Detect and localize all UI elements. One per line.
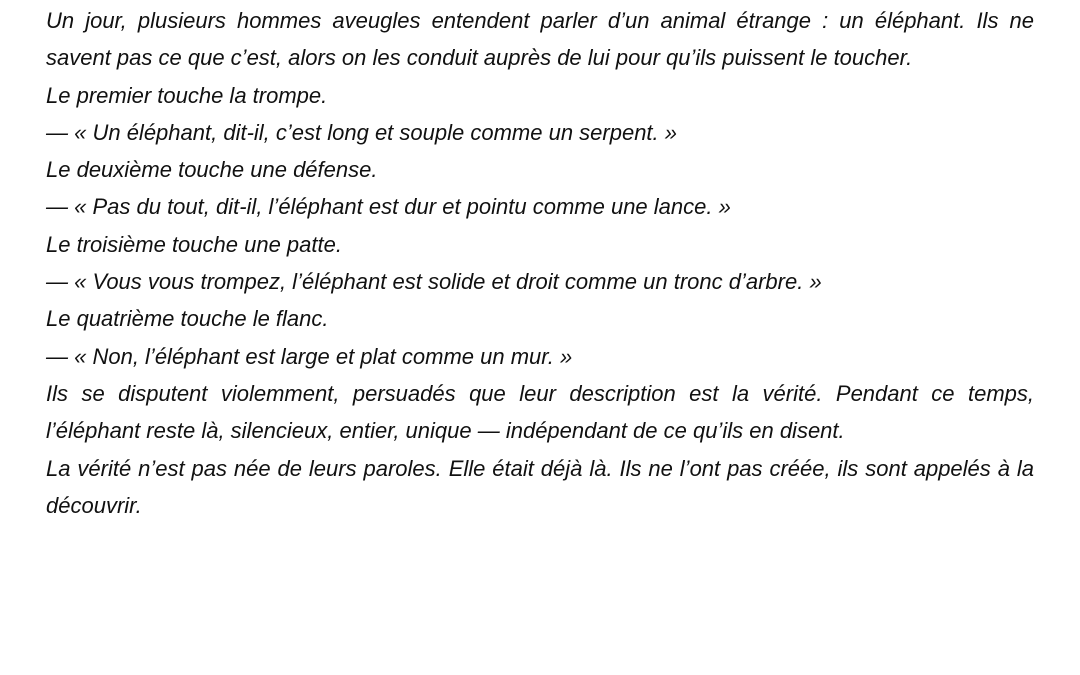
quote-fourth-man: — « Non, l’éléphant est large et plat comme un mur. » [46, 343, 573, 369]
paragraph-fourth-man: Le quatrième touche le flanc. [46, 306, 329, 332]
paragraph-third-man: Le troisième touche une patte. [46, 231, 342, 257]
paragraph-second-man: Le deuxième touche une défense. [46, 157, 378, 183]
paragraph-first-man: Le premier touche la trompe. [46, 82, 328, 108]
quote-first-man: — « Un éléphant, dit-il, c’est long et souple comme un serpent. » [46, 119, 678, 145]
quote-second-man: — « Pas du tout, dit-il, l’éléphant est dur et pointu comme une lance. » [46, 194, 731, 220]
paragraph-dispute: Ils se disputent violemment, persuadés que leur description est la vérité. Pendant ce temps, l’éléphant reste là, silencieux, entier, unique — indépendant de ce qu’ils en disent. [46, 380, 1034, 444]
paragraph-conclusion: La vérité n’est pas née de leurs paroles. Elle était déjà là. Ils ne l’ont pas créée, ils sont appelés à la découvrir. [46, 455, 1034, 518]
paragraph-intro: Un jour, plusieurs hommes aveugles entendent parler d’un animal étrange : un éléphant. Ils ne savent pas ce que c’est, alors on les conduit auprès de lui pour qu’ils puissent le toucher. [46, 8, 1034, 71]
story-text [46, 2, 1034, 524]
quote-third-man: — « Vous vous trompez, l’éléphant est solide et droit comme un tronc d’arbre. » [46, 269, 822, 295]
